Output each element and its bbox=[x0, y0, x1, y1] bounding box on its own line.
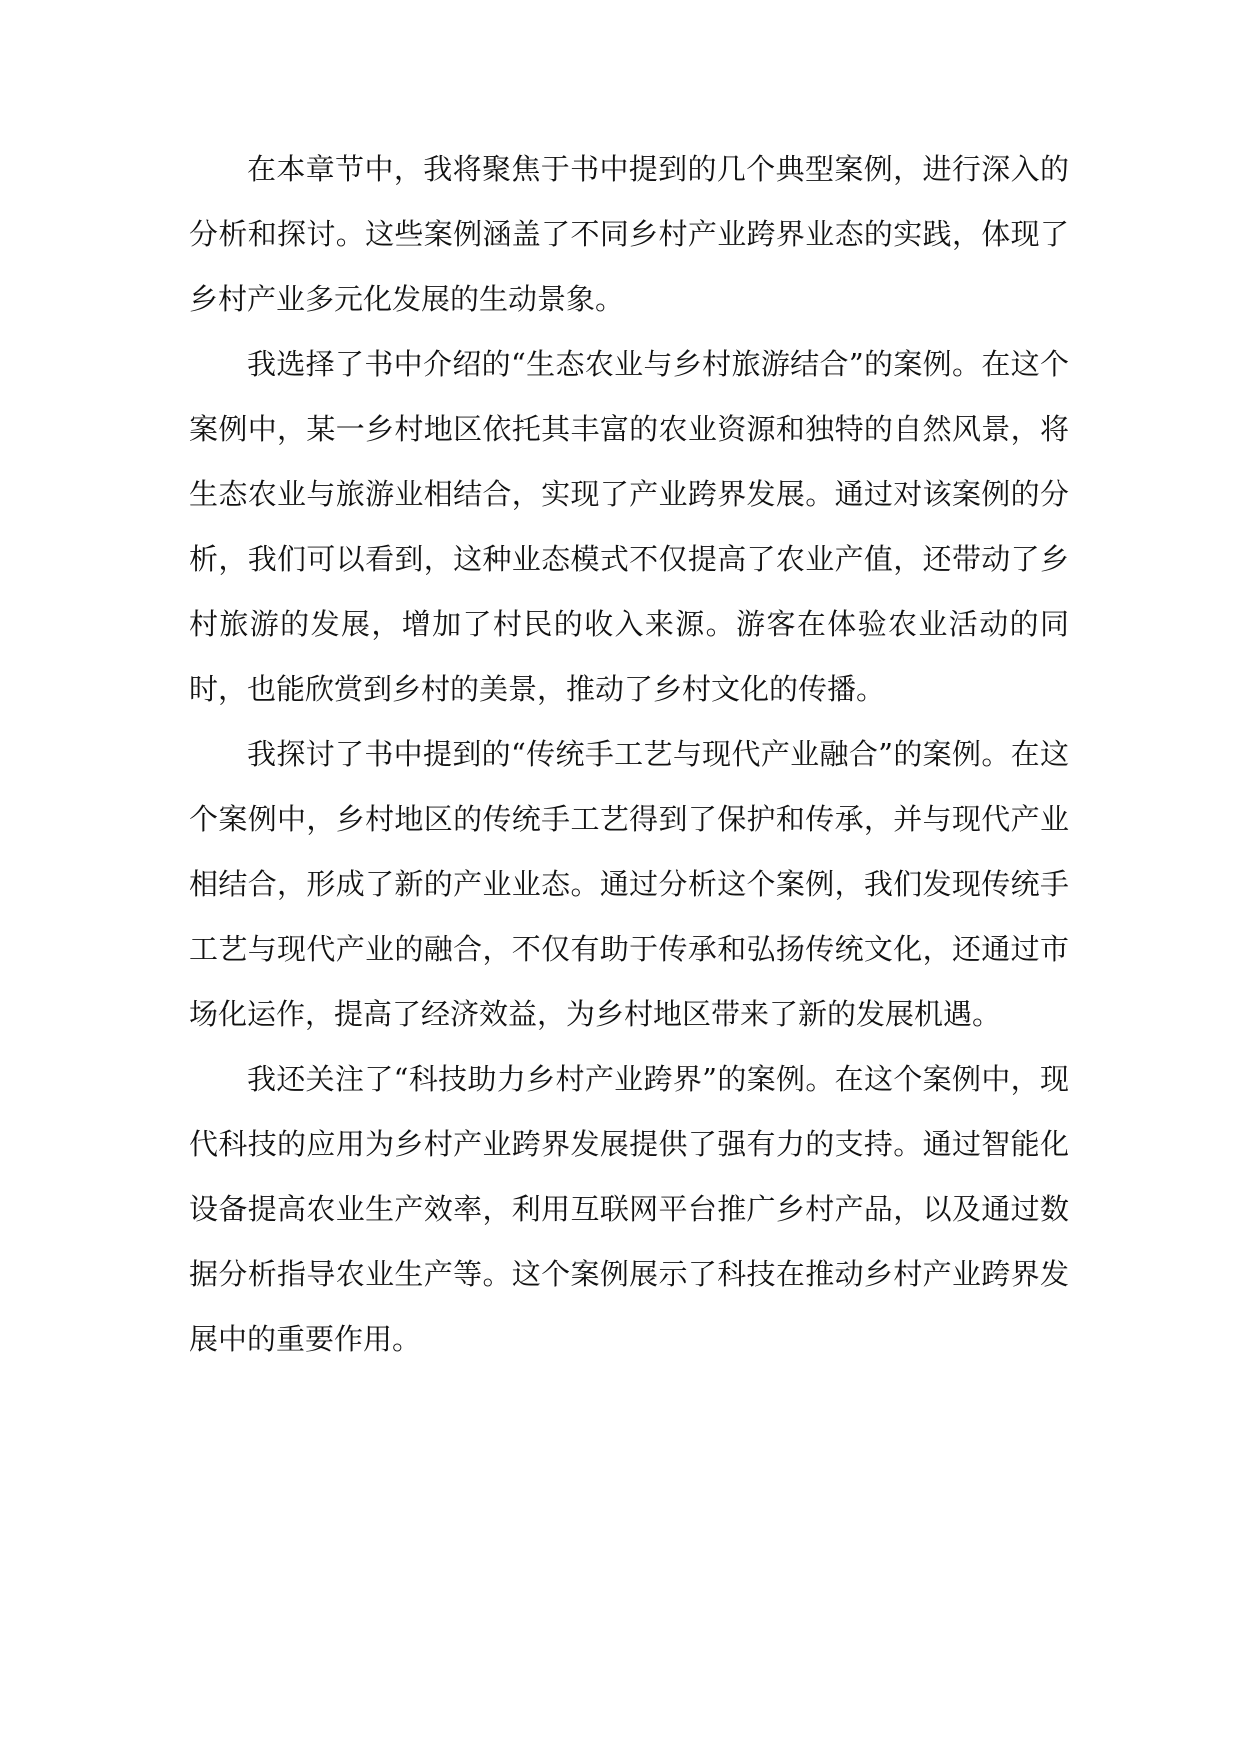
paragraph-eco-agriculture-case: 我选择了书中介绍的“生态农业与乡村旅游结合”的案例。在这个案例中，某一乡村地区依托其丰富的农业资源和独特的自然风景，将生态农业与旅游业相结合，实现了产业跨界发展。通过对该案例的分析，我们可以看到，这种业态模式不仅提高了农业产值，还带动了乡村旅游的发展，增加了村民的收入来源。游客在体验农业活动的同时，也能欣赏到乡村的美景，推动了乡村文化的传播。 bbox=[189, 347, 1069, 706]
paragraph-intro: 在本章节中，我将聚焦于书中提到的几个典型案例，进行深入的分析和探讨。这些案例涵盖了不同乡村产业跨界业态的实践，体现了乡村产业多元化发展的生动景象。 bbox=[189, 152, 1069, 316]
paragraph-handicraft-case: 我探讨了书中提到的“传统手工艺与现代产业融合”的案例。在这个案例中，乡村地区的传统手工艺得到了保护和传承，并与现代产业相结合，形成了新的产业业态。通过分析这个案例，我们发现传统手工艺与现代产业的融合，不仅有助于传承和弘扬传统文化，还通过市场化运作，提高了经济效益，为乡村地区带来了新的发展机遇。 bbox=[189, 737, 1069, 1031]
document-body bbox=[189, 137, 1069, 1372]
paragraph-technology-case: 我还关注了“科技助力乡村产业跨界”的案例。在这个案例中，现代科技的应用为乡村产业跨界发展提供了强有力的支持。通过智能化设备提高农业生产效率，利用互联网平台推广乡村产品，以及通过数据分析指导农业生产等。这个案例展示了科技在推动乡村产业跨界发展中的重要作用。 bbox=[189, 1062, 1069, 1356]
